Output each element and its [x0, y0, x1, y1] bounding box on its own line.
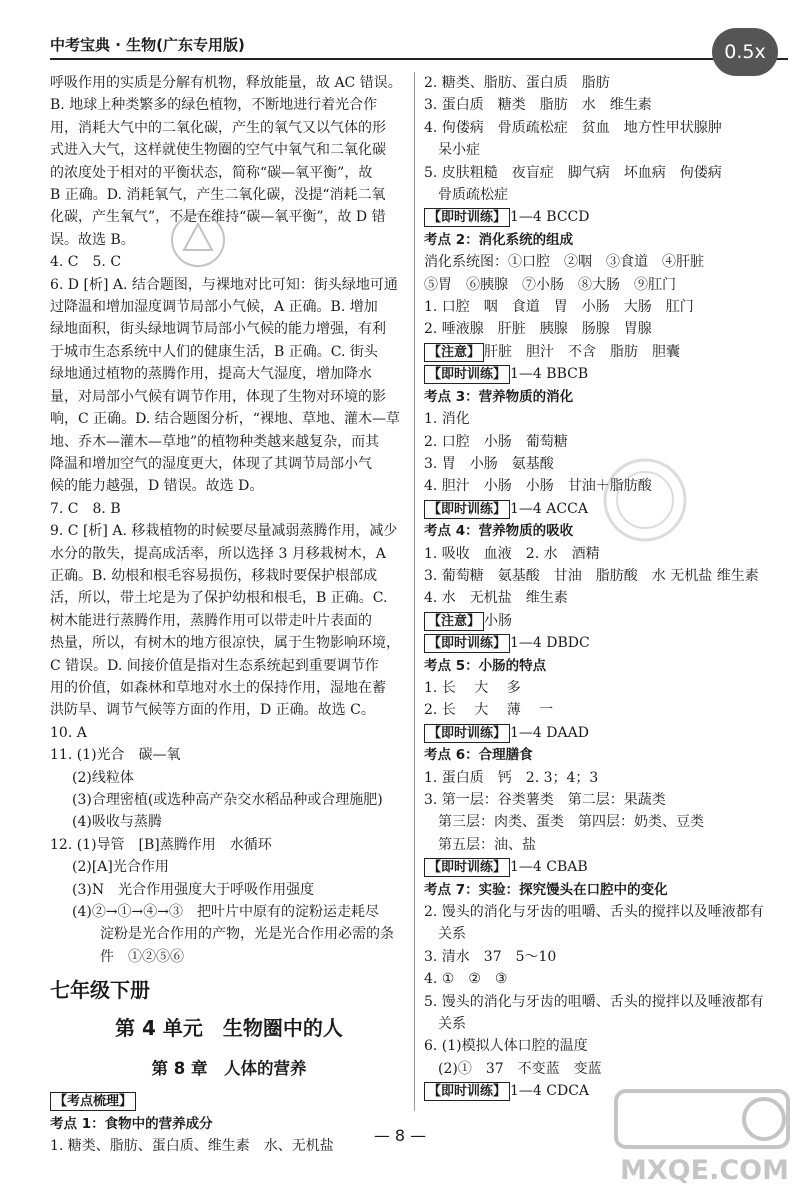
- answer-line: (4)②→①→④→③ 把叶片中原有的淀粉运走耗尽: [72, 904, 380, 921]
- answer-line: 水分的散失，提高成活率，所以选择 3 月移栽树木，A: [50, 545, 386, 562]
- answer-line: (2)① 37 不变蓝 变蓝: [438, 1060, 602, 1077]
- practice-answer-row: [424, 856, 780, 878]
- answer-line: 3. 葡萄糖 氨基酸 甘油 脂肪酸 水 无机盐 维生素: [424, 567, 759, 584]
- answer-line: 降温和增加空气的湿度更大，体现了其调节局部小气: [50, 455, 372, 472]
- page-number: — 8 —: [373, 1126, 427, 1145]
- answer-line: 量，对局部小气候有调节作用，体现了生物对环境的影: [50, 388, 386, 405]
- page-header: [0, 0, 800, 62]
- answer-line: 第五层：油、盐: [438, 836, 536, 853]
- answer-line: 3. 胃 小肠 氨基酸: [424, 455, 554, 472]
- answer-line: 骨质疏松症: [438, 187, 508, 204]
- answer-line: 1. 口腔 咽 食道 胃 小肠 大肠 肛门: [424, 299, 694, 316]
- answer-line: 活，所以，带土坨是为了保护幼根和根毛，B 正确。C.: [50, 590, 388, 607]
- answer-line: 4. C 5. C: [50, 254, 122, 271]
- key-point-heading: 考点 7：实验：探究馒头在口腔中的变化: [424, 881, 668, 898]
- unit-heading: 第 4 单元 生物圈中的人: [115, 1016, 343, 1041]
- key-point-heading: 考点 2：消化系统的组成: [424, 231, 574, 248]
- answer-line: 2. 长 大 薄 一: [424, 702, 554, 719]
- practice-answer-row: [424, 610, 780, 632]
- answer-line: 淀粉是光合作用的产物，光是光合作用必需的条: [72, 926, 394, 943]
- answer-line: (4)吸收与蒸腾: [72, 814, 162, 831]
- answer-text: 1—4 CBAB: [510, 859, 588, 876]
- answer-text: 1—4 BBCB: [510, 366, 589, 383]
- answer-line: 用的价值，如森林和草地对水土的保持作用，湿地在蓄: [50, 679, 386, 696]
- answer-line: (3)N 光合作用强度大于呼吸作用强度: [72, 881, 315, 898]
- answer-line: 消化系统图：①口腔 ②咽 ③食道 ④肝脏: [424, 254, 704, 271]
- answer-line: 呆小症: [438, 142, 480, 159]
- answer-line: 关系: [438, 1016, 466, 1033]
- section-tag: 【即时训练】: [424, 208, 510, 227]
- answer-line: 响，C 正确。D. 结合题图分析，“裸地、草地、灌木—草: [50, 411, 400, 428]
- answer-line: 6. D [析] A. 结合题图，与裸地对比可知：街头绿地可通: [50, 276, 398, 293]
- book-title: 中考宝典 · 生物(广东专用版): [50, 36, 245, 54]
- header-rule: [50, 58, 788, 60]
- practice-answer-row: [424, 341, 780, 363]
- key-point-heading: 考点 3：营养物质的消化: [424, 388, 574, 405]
- answer-line: 2. 馒头的消化与牙齿的咀嚼、舌头的搅拌以及唾液都有: [424, 904, 764, 921]
- answer-line: 第三层：肉类、蛋类 第四层：奶类、豆类: [438, 814, 704, 831]
- answer-line: 10. A: [50, 724, 87, 741]
- answer-text: 1—4 ACCA: [510, 500, 588, 517]
- answer-text: 1—4 CDCA: [510, 1083, 590, 1100]
- stamp-icon: [168, 210, 228, 270]
- answer-line: 7. C 8. B: [50, 500, 121, 517]
- zoom-level-button[interactable]: 0.5x: [712, 28, 778, 76]
- grade-heading: 七年级下册: [50, 978, 150, 1003]
- answer-line: 绿地通过植物的蒸腾作用，提高大气湿度，增加降水: [50, 366, 372, 383]
- answer-line: 2. 糖类、脂肪、蛋白质 脂肪: [424, 75, 610, 91]
- section-tag: 【考点梳理】: [50, 1092, 136, 1111]
- answer-line: 4. 佝偻病 骨质疏松症 贫血 地方性甲状腺肿: [424, 119, 722, 136]
- key-point-heading: 考点 5：小肠的特点: [424, 657, 547, 674]
- answer-line: 5. 馒头的消化与牙齿的咀嚼、舌头的搅拌以及唾液都有: [424, 993, 764, 1010]
- answer-line: 过降温和增加湿度调节局部小气候，A 正确。B. 增加: [50, 299, 378, 316]
- answer-line: (2)线粒体: [72, 769, 134, 786]
- answer-text: 小肠: [484, 612, 513, 629]
- answer-line: 用，消耗大气中的二氧化碳，产生的氧气又以气体的形: [50, 119, 386, 136]
- answer-line: 误。故选 B。: [50, 231, 135, 248]
- chapter-heading: 第 8 章 人体的营养: [151, 1059, 307, 1079]
- answer-line: 4. 水 无机盐 维生素: [424, 590, 568, 607]
- answer-line: 1. 糖类、脂肪、蛋白质、维生素 水、无机盐: [50, 1138, 334, 1155]
- section-tag: 【即时训练】: [424, 634, 510, 653]
- answer-line: 绿地面积，街头绿地调节局部小气候的能力增强，有利: [50, 321, 386, 338]
- section-tag: 【即时训练】: [424, 1082, 510, 1101]
- answer-line: C 错误。D. 间接价值是指对生态系统起到重要调节作: [50, 657, 379, 674]
- answer-line: 正确。B. 幼根和根毛容易损伤，移栽时要保护根部成: [50, 567, 378, 584]
- section-tag: 【注意】: [424, 612, 484, 631]
- answer-line: 于城市生态系统中人们的健康生活，B 正确。C. 街头: [50, 343, 378, 360]
- answer-line: 3. 清水 37 5～10: [424, 948, 557, 965]
- answer-line: B. 地球上种类繁多的绿色植物，不断地进行着光合作: [50, 97, 378, 114]
- practice-answer-row: [424, 363, 780, 385]
- key-point-heading: 考点 4：营养物质的吸收: [424, 523, 574, 540]
- answer-line: 1. 消化: [424, 411, 470, 428]
- answer-line: 2. 唾液腺 肝脏 胰腺 肠腺 胃腺: [424, 321, 652, 338]
- answer-line: 2. 口腔 小肠 葡萄糖: [424, 433, 568, 450]
- section-tag: 【即时训练】: [424, 724, 510, 743]
- answer-line: 洪防旱、调节气候等方面的作用，D 正确。故选 C。: [50, 702, 375, 719]
- column-divider: [414, 72, 415, 1111]
- watermark-logo-icon: [614, 1087, 790, 1185]
- section-tag: 【即时训练】: [424, 500, 510, 519]
- section-tag: 【即时训练】: [424, 858, 510, 877]
- answer-line: 4. ① ② ③: [424, 971, 508, 988]
- stamp-icon: [600, 455, 690, 545]
- answer-line: 3. 蛋白质 糖类 脂肪 水 维生素: [424, 97, 652, 114]
- key-point-heading: 考点 1：食物中的营养成分: [50, 1115, 213, 1132]
- answer-line: B 正确。D. 消耗氧气，产生二氧化碳，没提“消耗二氧: [50, 187, 386, 204]
- answer-line: (3)合理密植(或选种高产杂交水稻品种或合理施肥): [72, 792, 383, 808]
- practice-answer-row: [424, 206, 780, 228]
- answer-line: 树木能进行蒸腾作用，蒸腾作用可以带走叶片表面的: [50, 612, 372, 629]
- right-column: [424, 72, 780, 1103]
- answer-line: 12. (1)导管 [B]蒸腾作用 水循环: [50, 836, 272, 853]
- answer-text: 1—4 DBDC: [510, 635, 590, 652]
- answer-text: 1—4 DAAD: [510, 724, 589, 741]
- answer-text: 1—4 BCCD: [510, 209, 590, 226]
- answer-line: 1. 吸收 血液 2. 水 酒精: [424, 545, 600, 562]
- key-point-heading: 考点 6：合理膳食: [424, 747, 533, 764]
- left-column: [50, 72, 408, 1157]
- practice-answer-row: [424, 632, 780, 654]
- answer-line: 的浓度处于相对的平衡状态，简称“碳—氧平衡”，故: [50, 164, 373, 181]
- answer-line: 候的能力越强，D 错误。故选 D。: [50, 478, 264, 495]
- section-tag: 【即时训练】: [424, 365, 510, 384]
- left-answer-lines: [50, 72, 408, 968]
- answer-line: 1. 长 大 多: [424, 679, 521, 696]
- practice-answer-row: [424, 722, 780, 744]
- answer-line: 式进入大气，这样就使生物圈的空气中氧气和二氧化碳: [50, 142, 386, 159]
- answer-line: (2)[A]光合作用: [72, 859, 169, 876]
- watermark-text: MXQE.COM: [620, 1155, 789, 1185]
- answer-line: 9. C [析] A. 移栽植物的时候要尽量减弱蒸腾作用，减少: [50, 523, 398, 540]
- answer-line: 3. 第一层：谷类薯类 第二层：果蔬类: [424, 792, 666, 808]
- answer-line: 1. 蛋白质 钙 2. 3；4；3: [424, 769, 599, 786]
- answer-text: 肝脏 胆汁 不含 脂肪 胆囊: [484, 343, 681, 360]
- answer-line: 呼吸作用的实质是分解有机物，释放能量，故 AC 错误。: [50, 75, 402, 91]
- answer-line: 件 ①②⑤⑥: [72, 948, 184, 965]
- answer-line: 6. (1)模拟人体口腔的温度: [424, 1038, 588, 1055]
- answer-line: ⑤胃 ⑥胰腺 ⑦小肠 ⑧大肠 ⑨肛门: [424, 276, 676, 293]
- section-tag: 【注意】: [424, 343, 484, 362]
- answer-line: 关系: [438, 926, 466, 943]
- answer-line: 11. (1)光合 碳—氧: [50, 747, 181, 764]
- answer-line: 5. 皮肤粗糙 夜盲症 脚气病 坏血病 佝偻病: [424, 164, 722, 181]
- answer-line: 化碳，产生氧气”，不是在维持“碳—氧平衡”，故 D 错: [50, 209, 386, 226]
- answer-line: 4. 胆汁 小肠 小肠 甘油＋脂肪酸: [424, 478, 652, 495]
- answer-line: 地、乔木—灌木—草地”的植物种类越来越复杂，而其: [50, 433, 380, 450]
- answer-line: 热量，所以，有树木的地方很凉快，属于生物影响环境，: [50, 635, 400, 652]
